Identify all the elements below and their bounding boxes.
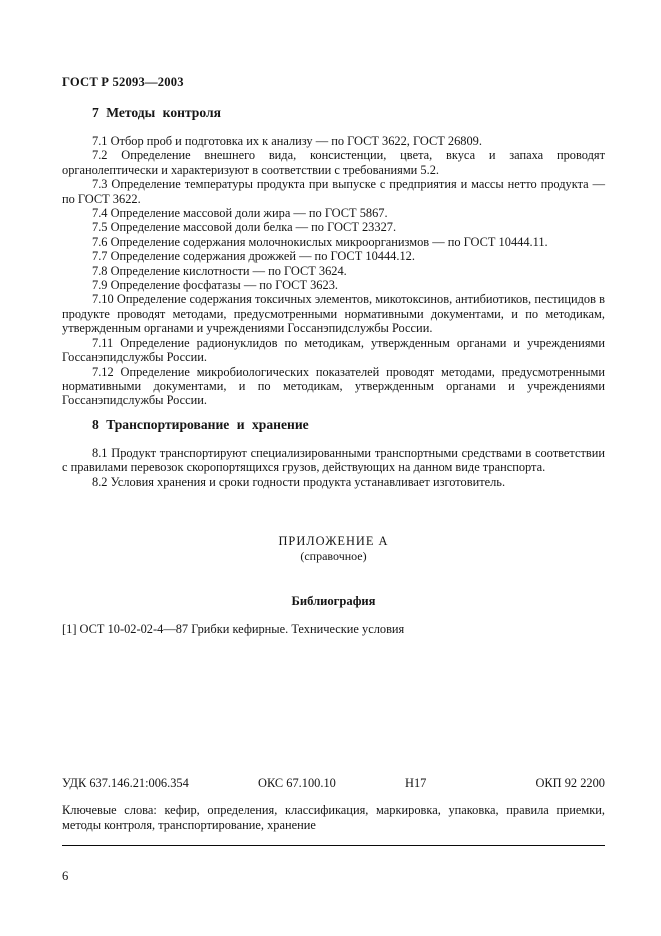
- clause-7-1: 7.1 Отбор проб и подготовка их к анализу — по ГОСТ 3622, ГОСТ 26809.: [92, 134, 482, 148]
- document-header: ГОСТ Р 52093—2003: [62, 75, 184, 89]
- clause-7-5: 7.5 Определение массовой доли белка — по ГОСТ 23327.: [92, 220, 397, 235]
- clause-8-1: 8.1 Продукт транспортируют специализированными транспортными средствами в соответствии с правилами перевозок скоропортящихся грузов, действующих на данном виде транспорта.: [62, 445, 605, 475]
- okp-code: ОКП 92 2200: [535, 776, 605, 790]
- section-8-clauses: [62, 446, 605, 489]
- clause-7-12: 7.12 Определение микробиологических показателей проводят методами, предусмотренными нормативными документами, и по методикам, утвержденным органами и учреждениями Госсанэпидслужбы России.: [62, 364, 605, 408]
- udk-code: УДК 637.146.21:006.354: [62, 776, 189, 790]
- clause-7-11: 7.11 Определение радионуклидов по методикам, утвержденным органами и учреждениями Госсанэпидслужбы России.: [62, 335, 605, 365]
- keywords-paragraph: Ключевые слова: кефир, определения, классификация, маркировка, упаковка, правила приемки, методы контроля, транспортирование, хранение: [62, 803, 605, 832]
- section-7-clauses: [62, 134, 605, 408]
- bibliography-title: Библиография: [291, 594, 376, 608]
- clause-7-2: 7.2 Определение внешнего вида, консистенции, цвета, вкуса и запаха проводят органолептически и характеризуют в соответствии с требованиями 5.2.: [62, 148, 605, 177]
- clause-7-9: 7.9 Определение фосфатазы — по ГОСТ 3623.: [92, 278, 338, 293]
- classification-codes-row: [62, 776, 605, 791]
- clause-7-7: 7.7 Определение содержания дрожжей — по ГОСТ 10444.12.: [92, 249, 415, 264]
- appendix-a: [62, 534, 605, 637]
- section-8-title: 8 Транспортирование и хранение: [92, 416, 309, 432]
- clause-8-2: 8.2 Условия хранения и сроки годности продукта устанавливает изготовитель.: [92, 474, 506, 489]
- clause-7-8: 7.8 Определение кислотности — по ГОСТ 3624.: [92, 263, 347, 278]
- page-number: 6: [62, 869, 69, 884]
- footer-divider: [62, 845, 605, 846]
- appendix-title: ПРИЛОЖЕНИЕ А: [278, 534, 389, 548]
- class-code: Н17: [405, 776, 427, 790]
- appendix-subtitle: (справочное): [300, 549, 367, 563]
- oks-code: ОКС 67.100.10: [258, 776, 336, 790]
- clause-7-4: 7.4 Определение массовой доли жира — по ГОСТ 5867.: [92, 206, 388, 221]
- section-7-title: 7 Методы контроля: [92, 105, 221, 120]
- clause-7-3: 7.3 Определение температуры продукта при выпуске с предприятия и массы нетто продукта — по ГОСТ 3622.: [62, 177, 605, 206]
- clause-7-6: 7.6 Определение содержания молочнокислых микроорганизмов — по ГОСТ 10444.11.: [92, 234, 548, 249]
- clause-7-10: 7.10 Определение содержания токсичных элементов, микотоксинов, антибиотиков, пестицидов в продукте проводят методами, предусмотренными нормативными документами, и по методикам, утвержденным органами и учреждениями Госсанэпидслужбы России.: [62, 292, 605, 336]
- page-footer: [62, 776, 605, 884]
- bibliography-reference-1: [1] ОСТ 10-02-02-4—87 Грибки кефирные. Технические условия: [62, 622, 405, 636]
